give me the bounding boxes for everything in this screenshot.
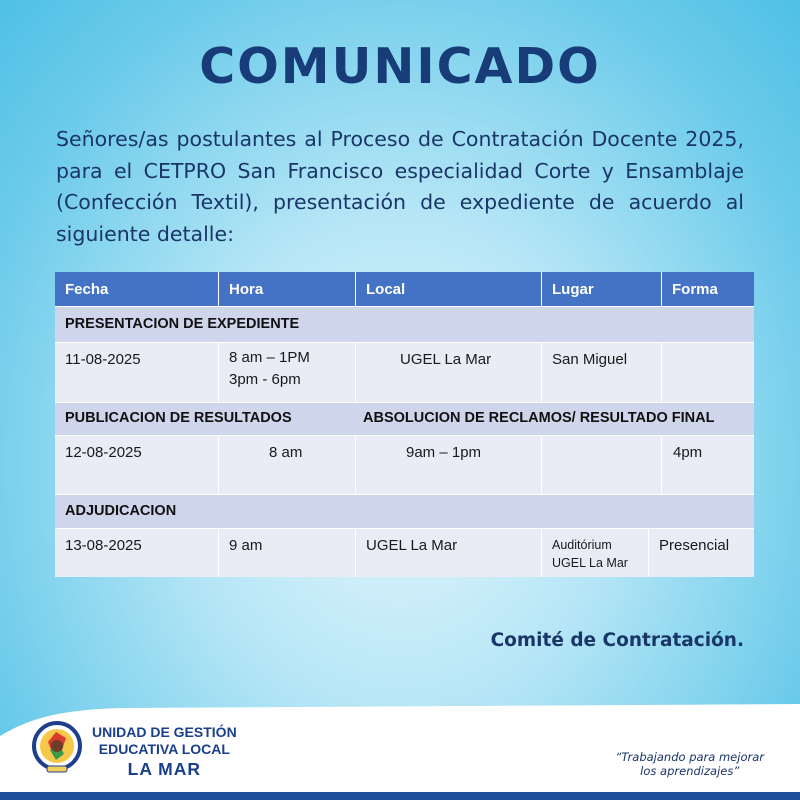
cell-hora: 8 am: [219, 436, 356, 494]
cell-lugar: [542, 529, 649, 577]
cell-hora: [219, 343, 356, 402]
cell-local: UGEL La Mar: [356, 343, 542, 402]
table-row: [55, 528, 754, 577]
cell-fecha: 13-08-2025: [55, 529, 219, 577]
slogan-line1: “Trabajando para mejorar: [615, 750, 764, 764]
cell-lugar: [542, 436, 662, 494]
section-title: ADJUDICACION: [65, 503, 177, 519]
footer-slogan: [615, 750, 764, 778]
cell-forma: [662, 343, 754, 402]
cell-lugar-line1: Auditórium: [552, 538, 612, 552]
schedule-table: [55, 272, 754, 577]
cell-local: UGEL La Mar: [356, 529, 542, 577]
table-row: [55, 342, 754, 402]
org-line1: UNIDAD DE GESTIÓN: [92, 724, 237, 740]
header-lugar: Lugar: [542, 272, 662, 306]
cell-forma: 4pm: [673, 444, 703, 461]
section-presentacion: [55, 306, 754, 342]
table-header-row: [55, 272, 754, 306]
header-hora: Hora: [219, 272, 356, 306]
org-line3: LA MAR: [127, 759, 202, 779]
cell-hora-line1: 8 am – 1PM: [229, 349, 310, 366]
table-row: [55, 435, 754, 494]
intro-paragraph: Señores/as postulantes al Proceso de Contratación Docente 2025, para el CETPRO San Francisco especialidad Corte y Ensamblaje (Confección Textil), presentación de expediente de acuerdo al siguiente detalle:: [56, 127, 744, 246]
cell-local: 9am – 1pm: [356, 436, 542, 494]
cell-lugar-line2: UGEL La Mar: [552, 556, 628, 570]
cell-fecha: 12-08-2025: [55, 436, 219, 494]
section-title-left: PUBLICACION DE RESULTADOS: [65, 410, 292, 426]
cell-fecha: 11-08-2025: [55, 343, 219, 402]
slogan-line2: los aprendizajes”: [640, 764, 740, 778]
section-title: PRESENTACION DE EXPEDIENTE: [65, 316, 300, 332]
header-fecha: Fecha: [55, 272, 219, 306]
cell-hora: 9 am: [219, 529, 356, 577]
org-line2: EDUCATIVA LOCAL: [98, 741, 230, 757]
signature: Comité de Contratación.: [490, 630, 744, 651]
cell-forma: Presencial: [659, 537, 730, 554]
section-title-right: ABSOLUCION DE RECLAMOS/ RESULTADO FINAL: [363, 410, 715, 426]
section-adjudicacion: [55, 494, 754, 528]
ugel-logo-icon: [32, 720, 82, 776]
header-forma: Forma: [672, 281, 718, 298]
page-title: COMUNICADO: [199, 38, 601, 95]
section-publicacion: [55, 402, 754, 435]
header-local: Local: [356, 272, 542, 306]
footer-org-name: [92, 724, 237, 780]
cell-hora-line2: 3pm - 6pm: [229, 371, 301, 388]
cell-lugar: San Miguel: [542, 343, 662, 402]
